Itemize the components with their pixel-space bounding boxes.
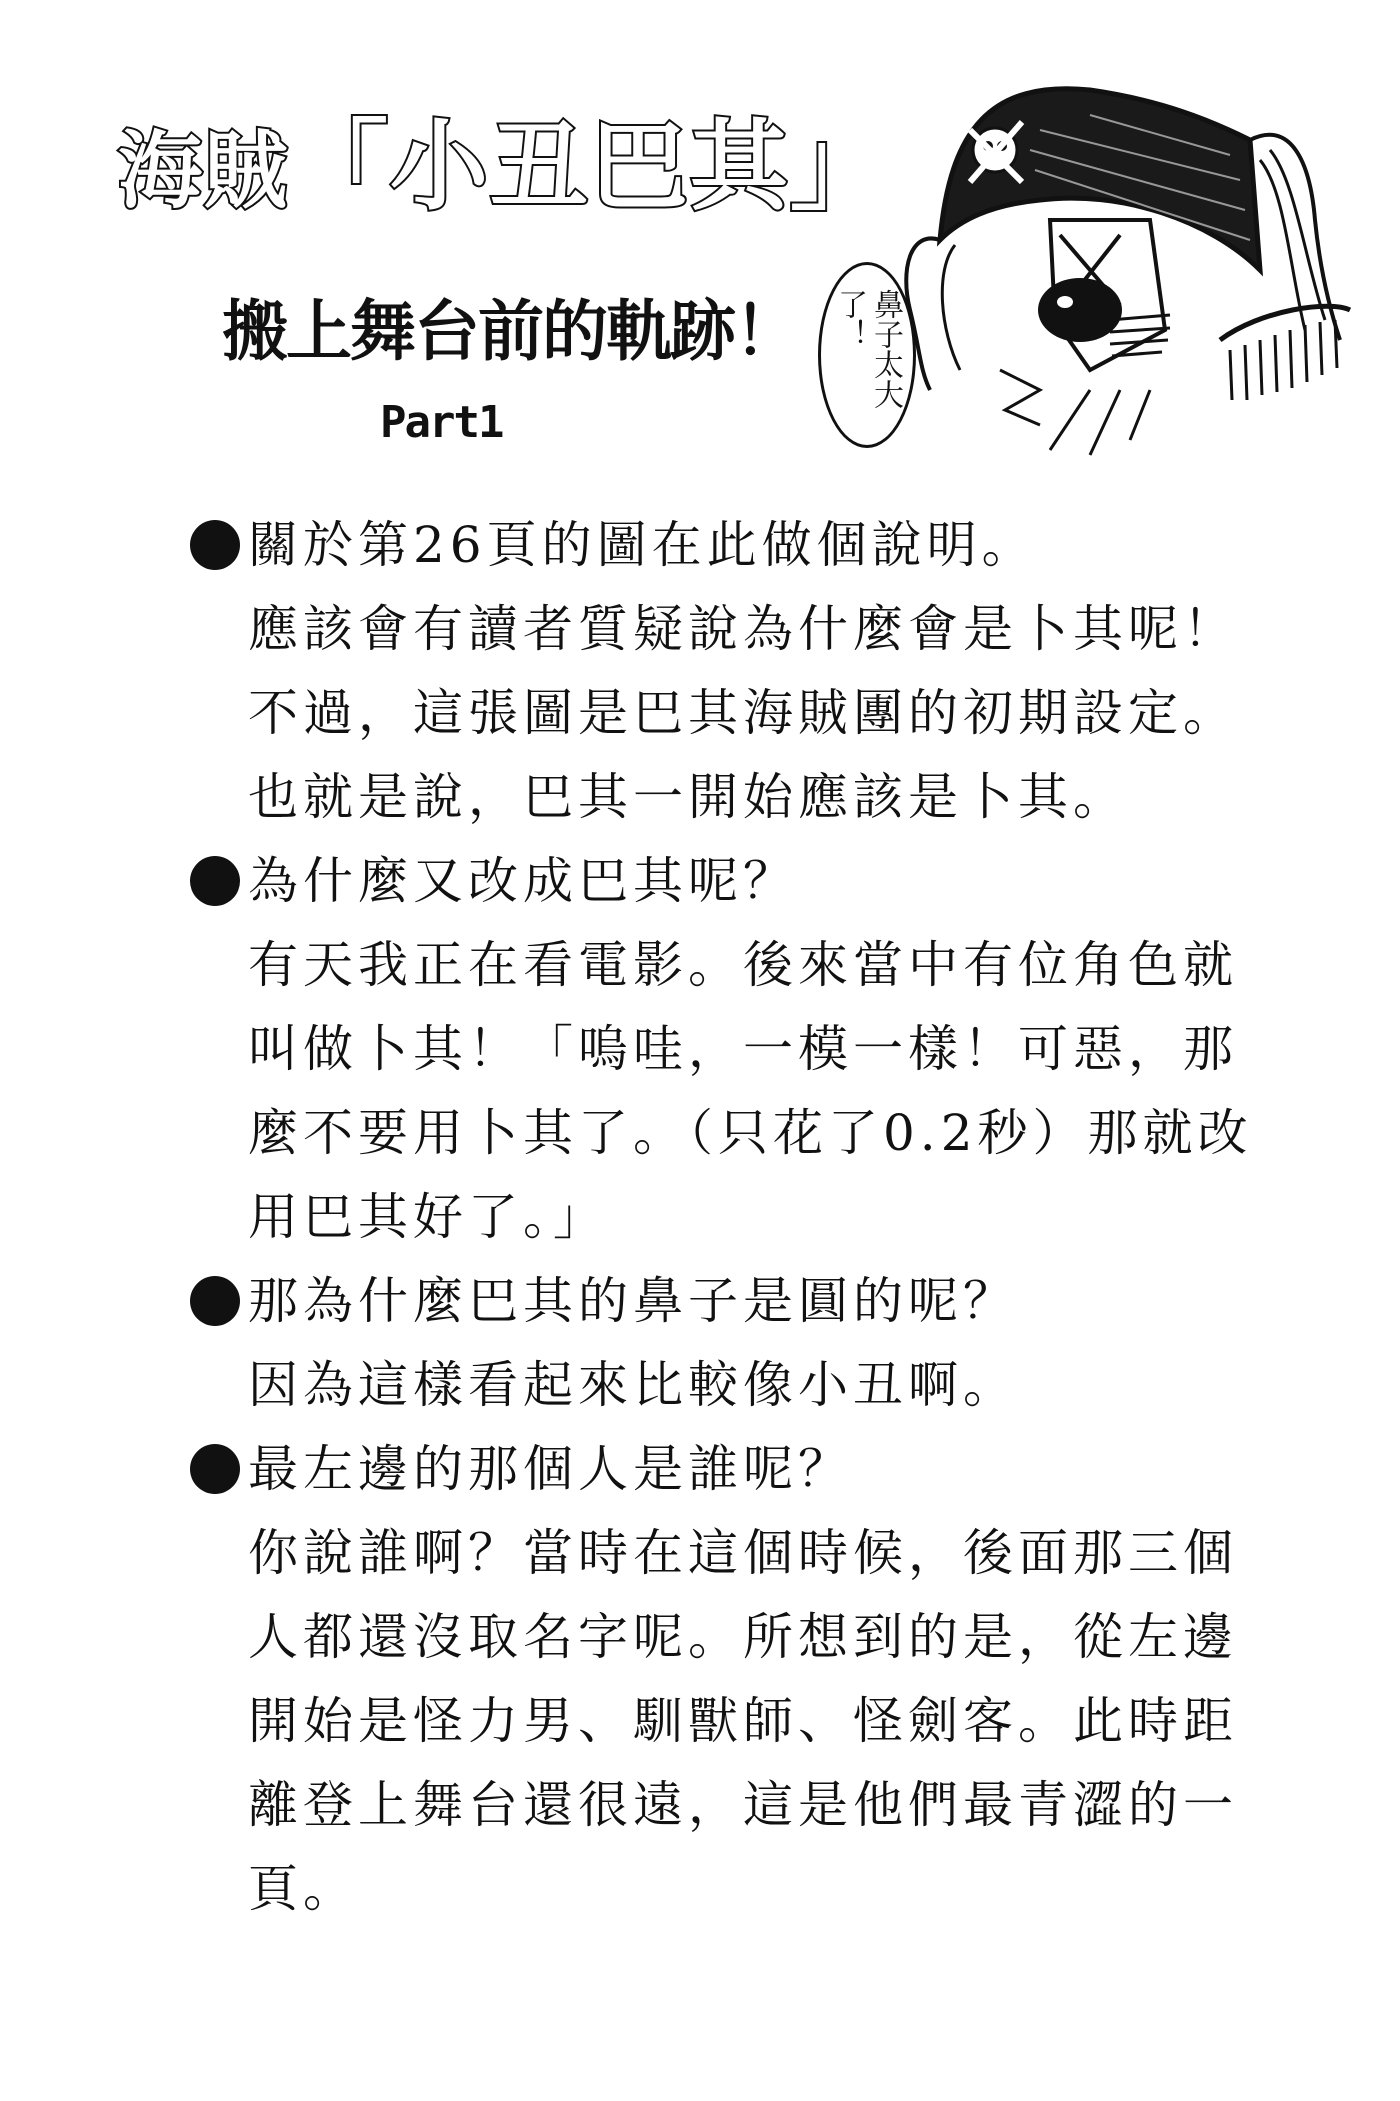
bullet-icon bbox=[190, 520, 240, 570]
question-line: 為什麼又改成巴其呢？ bbox=[190, 851, 1290, 935]
question-line: 關於第26頁的圖在此做個說明。 bbox=[190, 515, 1290, 599]
answer-line: 開始是怪力男、馴獸師、怪劍客。此時距 bbox=[248, 1692, 1238, 1750]
question-line: 最左邊的那個人是誰呢？ bbox=[190, 1439, 1290, 1523]
page-title bbox=[118, 112, 890, 222]
answer-line: 你說誰啊？當時在這個時候，後面那三個 bbox=[248, 1524, 1238, 1582]
title-main: 「小丑巴其」 bbox=[290, 110, 891, 224]
answer-line: 應該會有讀者質疑說為什麼會是卜其呢！ bbox=[248, 600, 1238, 658]
answer-line: 用巴其好了。」 bbox=[248, 1188, 608, 1246]
part-label: Part1 bbox=[380, 397, 503, 448]
answer-line: 頁。 bbox=[248, 1860, 358, 1918]
answer-line: 叫做卜其！「嗚哇，一模一樣！可惡，那 bbox=[248, 1020, 1238, 1078]
answer-line: 離登上舞台還很遠，這是他們最青澀的一 bbox=[248, 1776, 1238, 1834]
title-prefix: 海賊 bbox=[118, 122, 291, 220]
bullet-icon bbox=[190, 1276, 240, 1326]
bullet-icon bbox=[190, 1444, 240, 1494]
answer-line: 也就是說，巴其一開始應該是卜其。 bbox=[248, 768, 1128, 826]
answer-line: 人都還沒取名字呢。所想到的是，從左邊 bbox=[248, 1608, 1238, 1666]
subtitle: 搬上舞台前的軌跡！ bbox=[222, 293, 798, 370]
question-line: 那為什麼巴其的鼻子是圓的呢？ bbox=[190, 1271, 1290, 1355]
answer-line: 麼不要用卜其了。（只花了0.2秒）那就改 bbox=[248, 1104, 1253, 1162]
answer-line: 不過，這張圖是巴其海賊團的初期設定。 bbox=[248, 684, 1238, 742]
speech-bubble bbox=[818, 262, 916, 448]
speech-bubble-text: 鼻子太大了！ bbox=[832, 289, 903, 409]
bullet-icon bbox=[190, 856, 240, 906]
answer-line: 因為這樣看起來比較像小丑啊。 bbox=[248, 1356, 1018, 1414]
qa-body bbox=[190, 515, 1290, 1943]
answer-line: 有天我正在看電影。後來當中有位角色就 bbox=[248, 936, 1238, 994]
